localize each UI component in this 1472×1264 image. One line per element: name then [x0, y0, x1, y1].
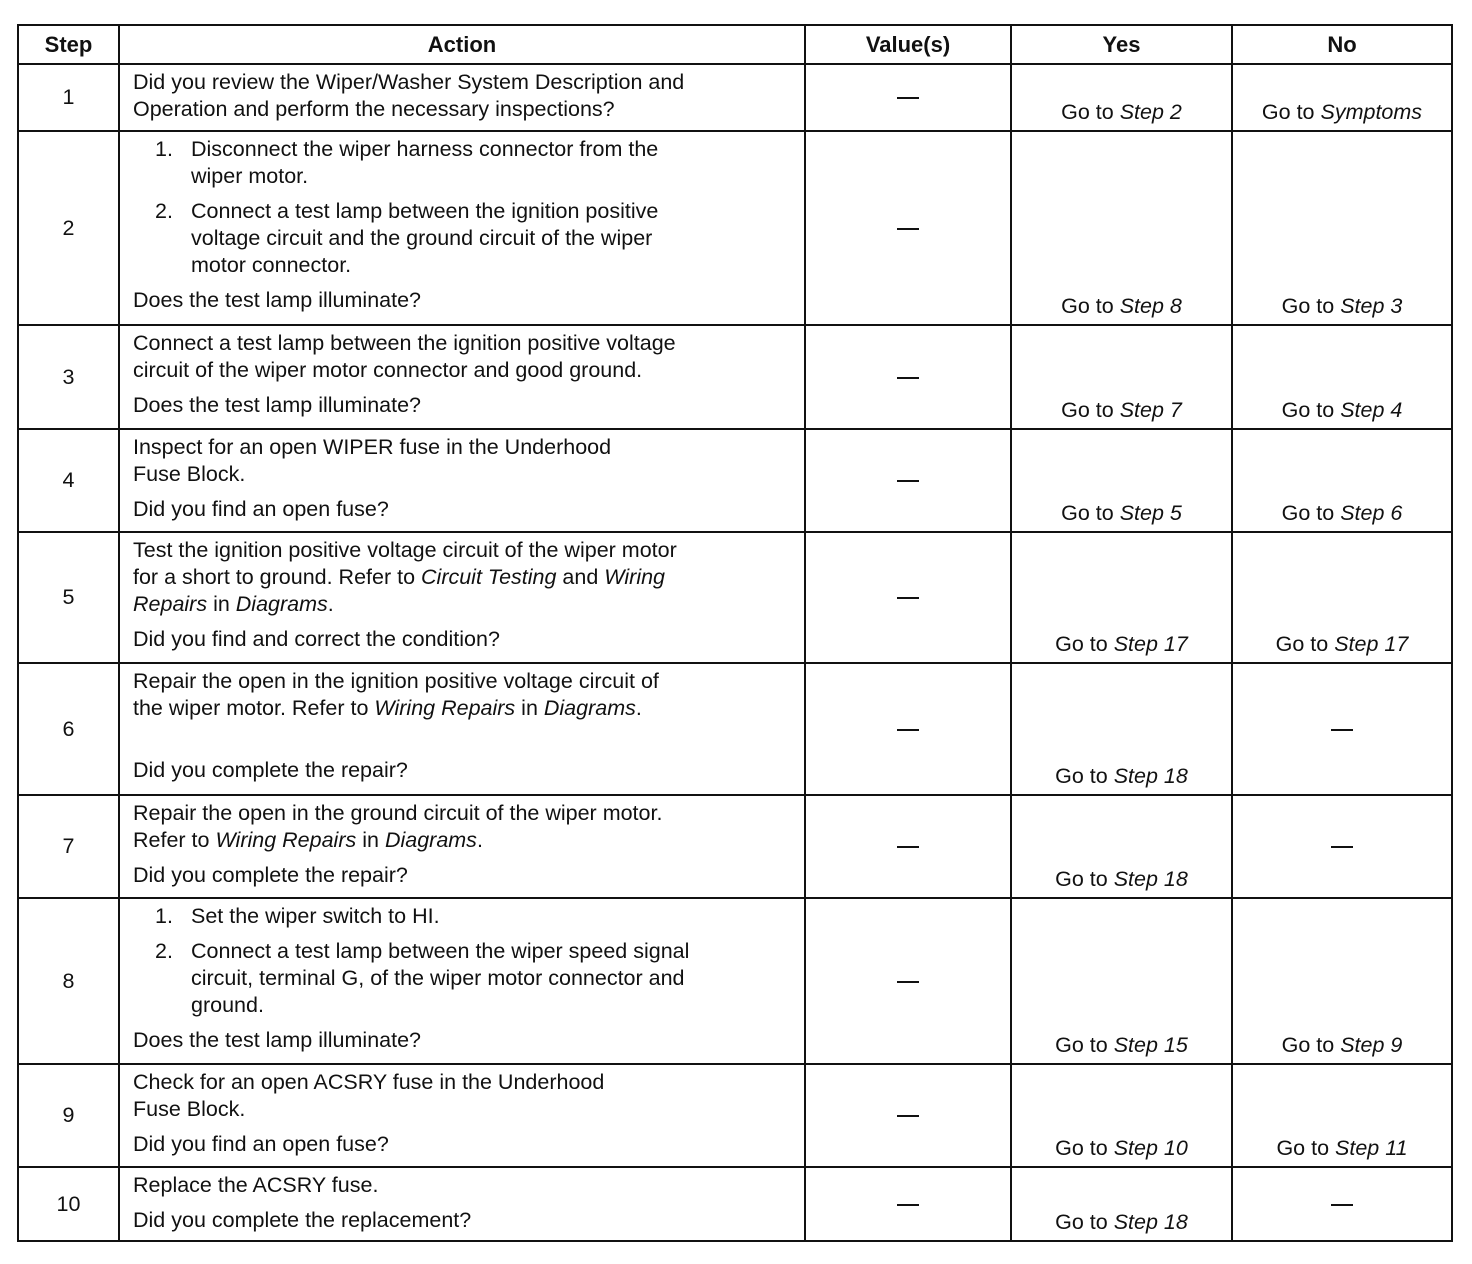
go-to-label: Go to	[1275, 632, 1329, 656]
dash-value	[897, 480, 919, 482]
text-run: Refer to	[133, 828, 216, 852]
substep-line: Disconnect the wiper harness connector from the	[191, 137, 659, 161]
table-row	[18, 429, 1452, 532]
action-line: Did you review the Wiper/Washer System Description and	[133, 70, 685, 94]
go-to-label: Go to	[1281, 294, 1335, 318]
no-target: Step 3	[1340, 294, 1403, 318]
action-cell	[119, 429, 805, 532]
table-row	[18, 1064, 1452, 1167]
table-row	[18, 898, 1452, 1064]
reference-italic: Wiring	[604, 565, 666, 589]
substep-item	[133, 198, 796, 279]
go-to-label: Go to	[1061, 501, 1114, 525]
yes-target: Step 2	[1119, 100, 1182, 124]
yes-cell	[1011, 429, 1232, 532]
yes-target: Step 18	[1113, 764, 1188, 788]
value-cell	[805, 1167, 1011, 1241]
no-target: Step 11	[1335, 1136, 1408, 1160]
no-target: Symptoms	[1320, 100, 1423, 124]
action-cell	[119, 898, 805, 1064]
go-to-label: Go to	[1055, 1210, 1108, 1234]
header-row	[18, 25, 1452, 64]
value-cell	[805, 663, 1011, 795]
value-cell	[805, 64, 1011, 131]
text-run: and	[556, 565, 605, 589]
question-text: Did you find an open fuse?	[133, 497, 389, 521]
text-run: .	[635, 696, 642, 720]
yes-target: Step 10	[1113, 1136, 1188, 1160]
substep-number: 2.	[155, 199, 173, 223]
question-text: Did you find and correct the condition?	[133, 627, 500, 651]
action-line: Repair the open in the ground circuit of the wiper motor.	[133, 801, 663, 825]
yes-cell	[1011, 1167, 1232, 1241]
yes-cell	[1011, 1064, 1232, 1167]
action-cell	[119, 663, 805, 795]
no-cell	[1232, 1064, 1452, 1167]
value-cell	[805, 131, 1011, 325]
no-cell	[1232, 429, 1452, 532]
step-number: 6	[18, 663, 119, 795]
step-number: 10	[18, 1167, 119, 1241]
step-number: 9	[18, 1064, 119, 1167]
no-cell	[1232, 532, 1452, 663]
go-to-label: Go to	[1055, 1033, 1108, 1057]
dash-value	[897, 1204, 919, 1206]
yes-target: Step 15	[1113, 1033, 1188, 1057]
substep-line: Connect a test lamp between the ignition positive	[191, 199, 659, 223]
question-text: Did you find an open fuse?	[133, 1132, 389, 1156]
go-to-label: Go to	[1055, 764, 1108, 788]
reference-italic: Wiring Repairs	[215, 828, 357, 852]
action-line: Repair the open in the ignition positive voltage circuit of	[133, 669, 659, 693]
action-cell	[119, 795, 805, 898]
action-cell	[119, 325, 805, 429]
table-row	[18, 131, 1452, 325]
yes-target: Step 18	[1113, 867, 1188, 891]
step-number: 3	[18, 325, 119, 429]
header-yes: Yes	[1011, 25, 1232, 64]
question-text: Did you complete the replacement?	[133, 1208, 472, 1232]
go-to-label: Go to	[1055, 1136, 1108, 1160]
step-number: 8	[18, 898, 119, 1064]
question-text: Does the test lamp illuminate?	[133, 288, 422, 312]
table-row	[18, 1167, 1452, 1241]
dash-value	[1331, 729, 1353, 731]
no-cell	[1232, 898, 1452, 1064]
substep-line: Connect a test lamp between the wiper speed signal	[191, 939, 690, 963]
substep-list	[133, 136, 796, 279]
yes-target: Step 17	[1113, 632, 1188, 656]
go-to-label: Go to	[1281, 1033, 1335, 1057]
action-line	[133, 591, 796, 618]
yes-cell	[1011, 131, 1232, 325]
go-to-label: Go to	[1261, 100, 1315, 124]
action-line	[133, 564, 796, 591]
text-run: in	[515, 696, 544, 720]
action-line: Inspect for an open WIPER fuse in the Underhood	[133, 435, 612, 459]
substep-number: 2.	[155, 939, 173, 963]
text-run: .	[476, 828, 483, 852]
go-to-label: Go to	[1276, 1136, 1330, 1160]
reference-italic: Repairs	[133, 592, 208, 616]
action-line: Replace the ACSRY fuse.	[133, 1173, 379, 1197]
action-cell	[119, 131, 805, 325]
dash-value	[897, 1115, 919, 1117]
action-cell	[119, 532, 805, 663]
dash-value	[897, 846, 919, 848]
yes-target: Step 7	[1119, 398, 1182, 422]
dash-value	[897, 377, 919, 379]
question-text: Does the test lamp illuminate?	[133, 1028, 422, 1052]
action-line: Test the ignition positive voltage circuit of the wiper motor	[133, 538, 677, 562]
no-target: Step 6	[1340, 501, 1403, 525]
reference-italic: Wiring Repairs	[374, 696, 516, 720]
text-run: in	[207, 592, 236, 616]
step-number: 5	[18, 532, 119, 663]
action-line: Check for an open ACSRY fuse in the Underhood	[133, 1070, 605, 1094]
table-row	[18, 532, 1452, 663]
substep-line: ground.	[191, 993, 264, 1017]
text-run: for a short to ground. Refer to	[133, 565, 422, 589]
table-row	[18, 663, 1452, 795]
value-cell	[805, 1064, 1011, 1167]
reference-italic: Circuit Testing	[421, 565, 557, 589]
go-to-label: Go to	[1061, 100, 1114, 124]
yes-cell	[1011, 663, 1232, 795]
table-row	[18, 325, 1452, 429]
step-number: 1	[18, 64, 119, 131]
action-line: Fuse Block.	[133, 1097, 246, 1121]
header-values: Value(s)	[805, 25, 1011, 64]
yes-target: Step 5	[1119, 501, 1182, 525]
yes-target: Step 18	[1113, 1210, 1188, 1234]
yes-cell	[1011, 325, 1232, 429]
no-cell	[1232, 795, 1452, 898]
go-to-label: Go to	[1055, 867, 1108, 891]
value-cell	[805, 898, 1011, 1064]
substep-list	[133, 903, 796, 1019]
yes-cell	[1011, 795, 1232, 898]
dash-value	[897, 597, 919, 599]
step-number: 7	[18, 795, 119, 898]
yes-cell	[1011, 532, 1232, 663]
step-number: 2	[18, 131, 119, 325]
no-target: Step 17	[1334, 632, 1409, 656]
go-to-label: Go to	[1055, 632, 1108, 656]
substep-item	[133, 136, 796, 190]
substep-line: wiper motor.	[191, 164, 309, 188]
go-to-label: Go to	[1061, 294, 1114, 318]
substep-line: motor connector.	[191, 253, 352, 277]
yes-cell	[1011, 898, 1232, 1064]
text-run: in	[356, 828, 385, 852]
substep-number: 1.	[155, 137, 173, 161]
header-action: Action	[119, 25, 805, 64]
no-target: Step 4	[1340, 398, 1403, 422]
substep-line: Set the wiper switch to HI.	[191, 904, 440, 928]
dash-value	[897, 97, 919, 99]
step-number: 4	[18, 429, 119, 532]
question-text: Did you complete the repair?	[133, 758, 408, 782]
header-step: Step	[18, 25, 119, 64]
reference-italic: Diagrams	[235, 592, 328, 616]
substep-line: voltage circuit and the ground circuit of the wiper	[191, 226, 653, 250]
value-cell	[805, 532, 1011, 663]
action-line: Connect a test lamp between the ignition positive voltage	[133, 331, 676, 355]
value-cell	[805, 795, 1011, 898]
action-cell	[119, 64, 805, 131]
substep-number: 1.	[155, 904, 173, 928]
value-cell	[805, 325, 1011, 429]
reference-italic: Diagrams	[384, 828, 477, 852]
table-row	[18, 64, 1452, 131]
substep-line: circuit, terminal G, of the wiper motor connector and	[191, 966, 685, 990]
dash-value	[1331, 1204, 1353, 1206]
go-to-label: Go to	[1281, 501, 1335, 525]
action-cell	[119, 1167, 805, 1241]
dash-value	[897, 228, 919, 230]
action-line: Fuse Block.	[133, 462, 246, 486]
text-run: the wiper motor. Refer to	[133, 696, 375, 720]
dash-value	[897, 981, 919, 983]
go-to-label: Go to	[1281, 398, 1335, 422]
blank-line	[133, 722, 796, 749]
action-line	[133, 695, 796, 722]
table-row	[18, 795, 1452, 898]
no-cell	[1232, 1167, 1452, 1241]
header-no: No	[1232, 25, 1452, 64]
yes-cell	[1011, 64, 1232, 131]
go-to-label: Go to	[1061, 398, 1114, 422]
text-run: .	[327, 592, 334, 616]
no-cell	[1232, 663, 1452, 795]
action-line: circuit of the wiper motor connector and good ground.	[133, 358, 643, 382]
no-target: Step 9	[1340, 1033, 1403, 1057]
substep-item	[133, 938, 796, 1019]
question-text: Does the test lamp illuminate?	[133, 393, 422, 417]
diagnostic-table	[17, 24, 1453, 1242]
question-text: Did you complete the repair?	[133, 863, 408, 887]
substep-item	[133, 903, 796, 930]
reference-italic: Diagrams	[543, 696, 636, 720]
action-line	[133, 827, 796, 854]
yes-target: Step 8	[1119, 294, 1182, 318]
no-cell	[1232, 64, 1452, 131]
action-cell	[119, 1064, 805, 1167]
no-cell	[1232, 325, 1452, 429]
value-cell	[805, 429, 1011, 532]
dash-value	[897, 729, 919, 731]
dash-value	[1331, 846, 1353, 848]
action-line: Operation and perform the necessary inspections?	[133, 97, 615, 121]
no-cell	[1232, 131, 1452, 325]
